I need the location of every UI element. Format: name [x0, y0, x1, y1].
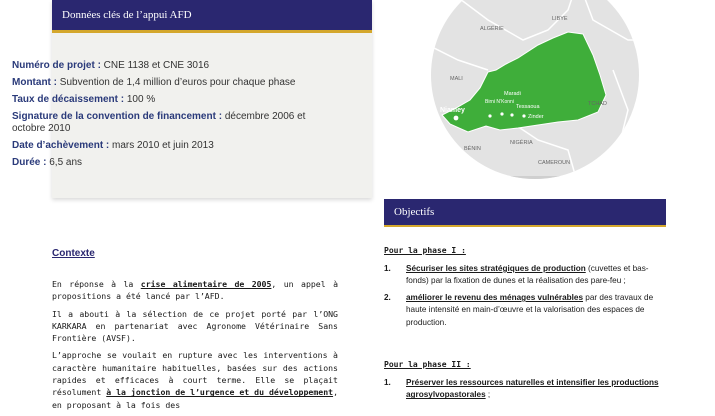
- label-libye: LIBYE: [552, 16, 568, 22]
- label-algerie: ALGÉRIE: [480, 26, 504, 32]
- city-dot-maradi: [500, 112, 503, 115]
- contexte-paragraph-2: Il a abouti à la sélection de ce projet porté par l’ONG KARKARA en partenariat avec Agronome Vétérinaire Sans Frontière (AVSF).: [52, 308, 338, 344]
- contexte-paragraph-1: En réponse à la crise alimentaire de 2005, un appel à propositions a été lancé par l’AFD.: [52, 279, 338, 302]
- phase-1-heading: Pour la phase I :: [384, 246, 466, 255]
- key-data-list: [12, 60, 312, 174]
- key-item-amount: Montant : Subvention de 1,4 million d’euros pour chaque phase: [12, 76, 296, 88]
- city-dot-tessaoua: [510, 113, 513, 116]
- phase-1-objective-1: 1. Sécuriser les sites stratégiques de production (cuvettes et bas-fonds) par la fixation de dunes et la réalisation des pare-feu ;: [384, 264, 649, 286]
- label-nigeria: NIGÉRIA: [510, 140, 533, 146]
- contexte-heading: Contexte: [52, 248, 95, 259]
- key-item-duration: Durée : 6,5 ans: [12, 156, 83, 168]
- city-dot-niamey: [454, 116, 459, 121]
- city-zinder: Zinder: [528, 114, 544, 120]
- objectifs-divider: [384, 225, 666, 227]
- contexte-body: [52, 278, 338, 416]
- objectifs-title: Objectifs: [384, 199, 666, 225]
- key-item-signature: Signature de la convention de financement : décembre 2006 et octobre 2010: [12, 110, 306, 135]
- key-data-divider: [52, 30, 372, 33]
- city-niamey: Niamey: [440, 107, 465, 114]
- phase-1-objective-2: 2. améliorer le revenu des ménages vulnérables par des travaux de haute intensité en main-d’œuvre et la valorisation des espaces de production.: [384, 293, 654, 327]
- city-maradi: Maradi: [504, 91, 521, 97]
- key-item-completion: Date d’achèvement : mars 2010 et juin 2013: [12, 140, 214, 152]
- label-cameroun: CAMEROUN: [538, 160, 571, 166]
- city-tessaoua: Tessaoua: [516, 104, 540, 110]
- city-dot-zinder: [522, 114, 525, 117]
- label-mali: MALI: [450, 76, 463, 82]
- key-item-disbursement: Taux de décaissement : 100 %: [12, 93, 156, 105]
- map-graphic: [428, 0, 643, 184]
- key-item-project-number: Numéro de projet : CNE 1138 et CNE 3016: [12, 60, 210, 71]
- niger-map: [428, 0, 643, 184]
- contexte-paragraph-3: L’approche se voulait en rupture avec les interventions à caractère humanitaire habituelles, basées sur des actions rapides et efficaces à court terme. Elle se plaçait résolument à la jonction de l’urgence et du développement, en proposant à la fois des: [52, 350, 338, 410]
- city-dot-birni: [488, 114, 491, 117]
- label-tchad: TCHAD: [588, 101, 607, 107]
- label-benin: BÉNIN: [464, 146, 481, 152]
- key-data-title: Données clés de l’appui AFD: [52, 0, 372, 30]
- city-birni: Birni N’Konni: [485, 99, 514, 105]
- phase-2-objective-1: 1. Préserver les ressources naturelles et intensifier les productions agrosylvopastorales ;: [384, 378, 659, 400]
- phase-2-heading: Pour la phase II :: [384, 360, 471, 369]
